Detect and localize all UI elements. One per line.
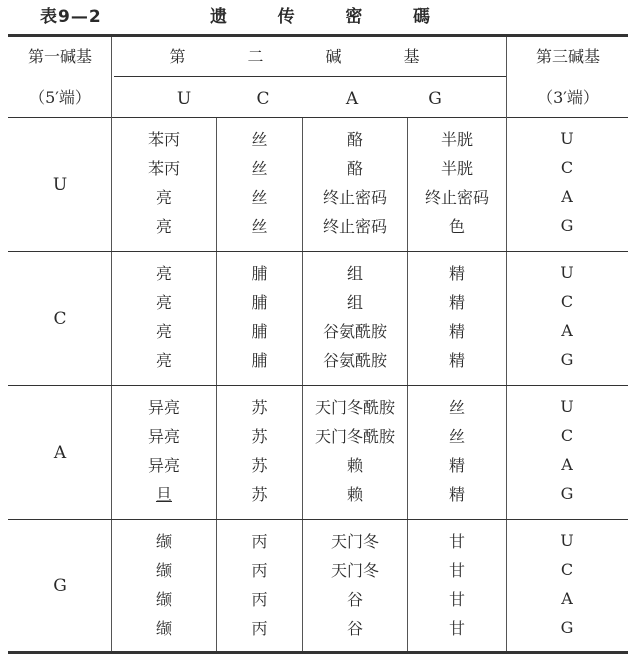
third-base: A: [561, 455, 573, 474]
amino-acid-C: 丝: [251, 188, 268, 207]
amino-acid-A: 组: [346, 293, 363, 312]
amino-acid-U: 亮: [155, 322, 172, 341]
second-base-char: 二: [247, 46, 264, 66]
amino-acid-U: 异亮: [147, 398, 180, 417]
bottom-rule: [8, 651, 628, 654]
amino-acid-G: 精: [448, 485, 465, 504]
title-char: 碼: [412, 7, 430, 27]
title-char: 密: [345, 7, 363, 27]
amino-acid-U: 亮: [155, 293, 172, 312]
amino-acid-U: 异亮: [147, 427, 180, 446]
amino-acid-U: 缬: [155, 590, 172, 609]
third-base: A: [561, 321, 573, 340]
amino-acid-U: 亮: [155, 264, 172, 283]
second-base-header: [112, 40, 507, 70]
amino-acid-G: 精: [448, 351, 465, 370]
amino-acid-G: 甘: [448, 590, 465, 609]
amino-acid-C: 丝: [251, 130, 268, 149]
amino-acid-A: 终止密码: [322, 188, 387, 207]
first-base-label: A: [53, 442, 67, 463]
amino-acid-G: 甘: [448, 619, 465, 638]
second-base-char: 基: [403, 46, 420, 66]
amino-acid-C: 苏: [251, 456, 268, 475]
amino-acid-U: 苯丙: [147, 159, 180, 178]
second-base-col-C: C: [256, 89, 270, 109]
second-base-col-A: A: [345, 89, 359, 109]
amino-acid-C: 丙: [251, 532, 268, 551]
amino-acid-U: 异亮: [147, 456, 180, 475]
first-base-label: G: [53, 575, 67, 596]
second-base-divider: [114, 76, 506, 77]
amino-acid-C: 丙: [251, 619, 268, 638]
third-base: A: [561, 589, 573, 608]
amino-acid-A: 终止密码: [322, 217, 387, 236]
third-base: C: [560, 426, 574, 445]
amino-acid-A: 组: [346, 264, 363, 283]
third-base: G: [560, 350, 574, 369]
amino-acid-G: 甘: [448, 532, 465, 551]
first-base-label: U: [52, 174, 68, 195]
amino-acid-G: 半胱: [440, 130, 473, 149]
amino-acid-U: 亮: [155, 188, 172, 207]
amino-acid-A: 酪: [346, 159, 363, 178]
amino-acid-A: 谷: [346, 590, 363, 609]
amino-acid-G: 终止密码: [424, 188, 489, 207]
amino-acid-C: 丙: [251, 561, 268, 580]
amino-acid-G: 色: [448, 217, 465, 236]
amino-acid-A: 谷氨酰胺: [322, 322, 387, 341]
amino-acid-G: 丝: [448, 398, 465, 417]
second-base-col-U: U: [176, 89, 192, 109]
amino-acid-C: 丙: [251, 590, 268, 609]
third-base: G: [560, 618, 574, 637]
first-base-label: C: [53, 308, 67, 329]
first-base-end-header: （5′端）: [29, 87, 91, 107]
amino-acid-U: 缬: [155, 619, 172, 638]
amino-acid-G: 精: [448, 293, 465, 312]
second-base-col-G: G: [428, 89, 442, 109]
third-base-end-header: （3′端）: [537, 87, 599, 107]
amino-acid-U: 苯丙: [147, 130, 180, 149]
amino-acid-C: 苏: [251, 485, 268, 504]
table-title: [210, 2, 430, 27]
amino-acid-A: 赖: [346, 456, 363, 475]
amino-acid-U: 亮: [155, 217, 172, 236]
amino-acid-U: 旦: [155, 485, 172, 504]
amino-acid-A: 天门冬酰胺: [314, 398, 395, 417]
amino-acid-G: 精: [448, 322, 465, 341]
amino-acid-U: 缬: [155, 561, 172, 580]
amino-acid-A: 天门冬酰胺: [314, 427, 395, 446]
third-base: U: [560, 129, 574, 148]
amino-acid-G: 半胱: [440, 159, 473, 178]
amino-acid-A: 赖: [346, 485, 363, 504]
amino-acid-C: 脯: [251, 351, 268, 370]
third-base: C: [560, 158, 574, 177]
table-number: 表9—2: [40, 7, 102, 27]
first-base-header: 第一碱基: [27, 46, 92, 66]
amino-acid-G: 精: [448, 264, 465, 283]
amino-acid-C: 脯: [251, 264, 268, 283]
amino-acid-C: 丝: [251, 217, 268, 236]
amino-acid-A: 天门冬: [330, 561, 379, 580]
third-base: C: [560, 560, 574, 579]
amino-acid-C: 脯: [251, 293, 268, 312]
title-char: 传: [277, 7, 295, 27]
third-base: G: [560, 484, 574, 503]
amino-acid-C: 丝: [251, 159, 268, 178]
amino-acid-U: 亮: [155, 351, 172, 370]
amino-acid-G: 丝: [448, 427, 465, 446]
third-base: A: [561, 187, 573, 206]
amino-acid-G: 精: [448, 456, 465, 475]
amino-acid-A: 天门冬: [330, 532, 379, 551]
title-char: 遗: [210, 7, 227, 27]
amino-acid-G: 甘: [448, 561, 465, 580]
third-base-header: 第三碱基: [535, 46, 600, 66]
second-base-char: 第: [169, 46, 186, 66]
third-base: U: [560, 263, 574, 282]
top-rule: [8, 34, 628, 37]
amino-acid-A: 谷: [346, 619, 363, 638]
third-base: C: [560, 292, 574, 311]
amino-acid-C: 苏: [251, 398, 268, 417]
amino-acid-U: 缬: [155, 532, 172, 551]
amino-acid-A: 酪: [346, 130, 363, 149]
third-base: U: [560, 531, 574, 550]
amino-acid-A: 谷氨酰胺: [322, 351, 387, 370]
amino-acid-C: 苏: [251, 427, 268, 446]
amino-acid-C: 脯: [251, 322, 268, 341]
second-base-char: 碱: [325, 46, 342, 66]
third-base: U: [560, 397, 574, 416]
third-base: G: [560, 216, 574, 235]
